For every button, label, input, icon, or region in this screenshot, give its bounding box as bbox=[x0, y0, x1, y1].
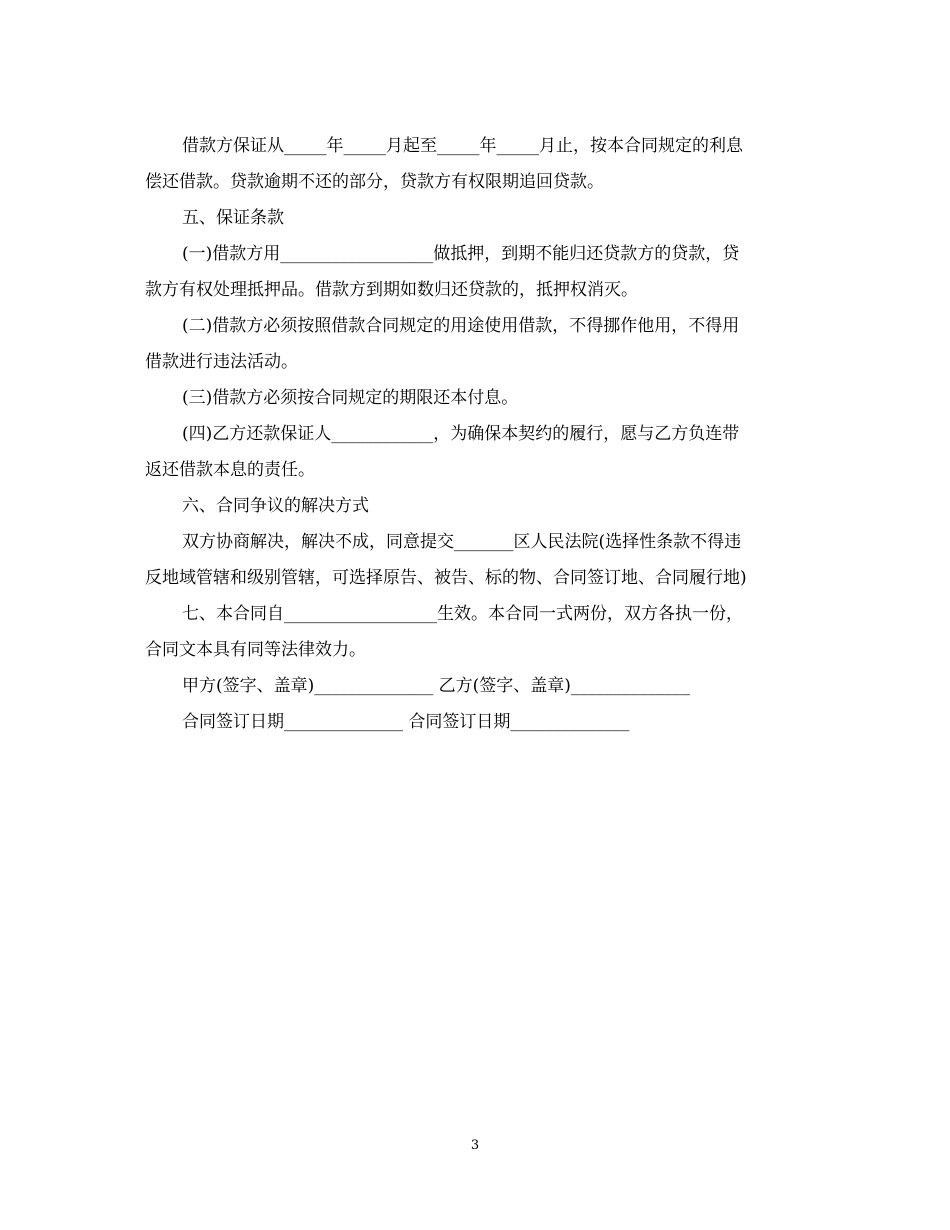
page-number: 3 bbox=[470, 1138, 480, 1153]
paragraph-line: (二)借款方必须按照借款合同规定的用途使用借款，不得挪作他用，不得用 bbox=[182, 316, 740, 336]
paragraph-line: 偿还借款。贷款逾期不还的部分，贷款方有权限期追回贷款。 bbox=[145, 172, 604, 192]
paragraph-line: 借款方保证从_____年_____月起至_____年_____月止，按本合同规定的利息 bbox=[182, 136, 743, 156]
paragraph-line: 合同文本具有同等法律效力。 bbox=[145, 640, 366, 660]
paragraph-line: 七、本合同自__________________生效。本合同一式两份，双方各执一份， bbox=[182, 604, 743, 624]
section-heading: 六、合同争议的解决方式 bbox=[182, 496, 369, 516]
paragraph-line: (一)借款方用__________________做抵押，到期不能归还贷款方的贷款，贷 bbox=[182, 244, 740, 264]
paragraph-line: 返还借款本息的责任。 bbox=[145, 460, 315, 480]
signature-date-line: 合同签订日期______________ 合同签订日期______________ bbox=[182, 712, 630, 732]
paragraph-line: 借款进行违法活动。 bbox=[145, 352, 298, 372]
paragraph-line: 反地域管辖和级别管辖，可选择原告、被告、标的物、合同签订地、合同履行地) bbox=[145, 568, 747, 588]
signature-line: 甲方(签字、盖章)______________ 乙方(签字、盖章)______________ bbox=[182, 676, 690, 696]
document-body bbox=[145, 128, 810, 740]
section-heading: 五、保证条款 bbox=[182, 208, 284, 228]
paragraph-line: (四)乙方还款保证人____________，为确保本契约的履行，愿与乙方负连带 bbox=[182, 424, 740, 444]
paragraph-line: 双方协商解决，解决不成，同意提交_______区人民法院(选择性条款不得违 bbox=[182, 532, 742, 552]
paragraph-line: (三)借款方必须按合同规定的期限还本付息。 bbox=[182, 388, 519, 408]
paragraph-line: 款方有权处理抵押品。借款方到期如数归还贷款的，抵押权消灭。 bbox=[145, 280, 638, 300]
